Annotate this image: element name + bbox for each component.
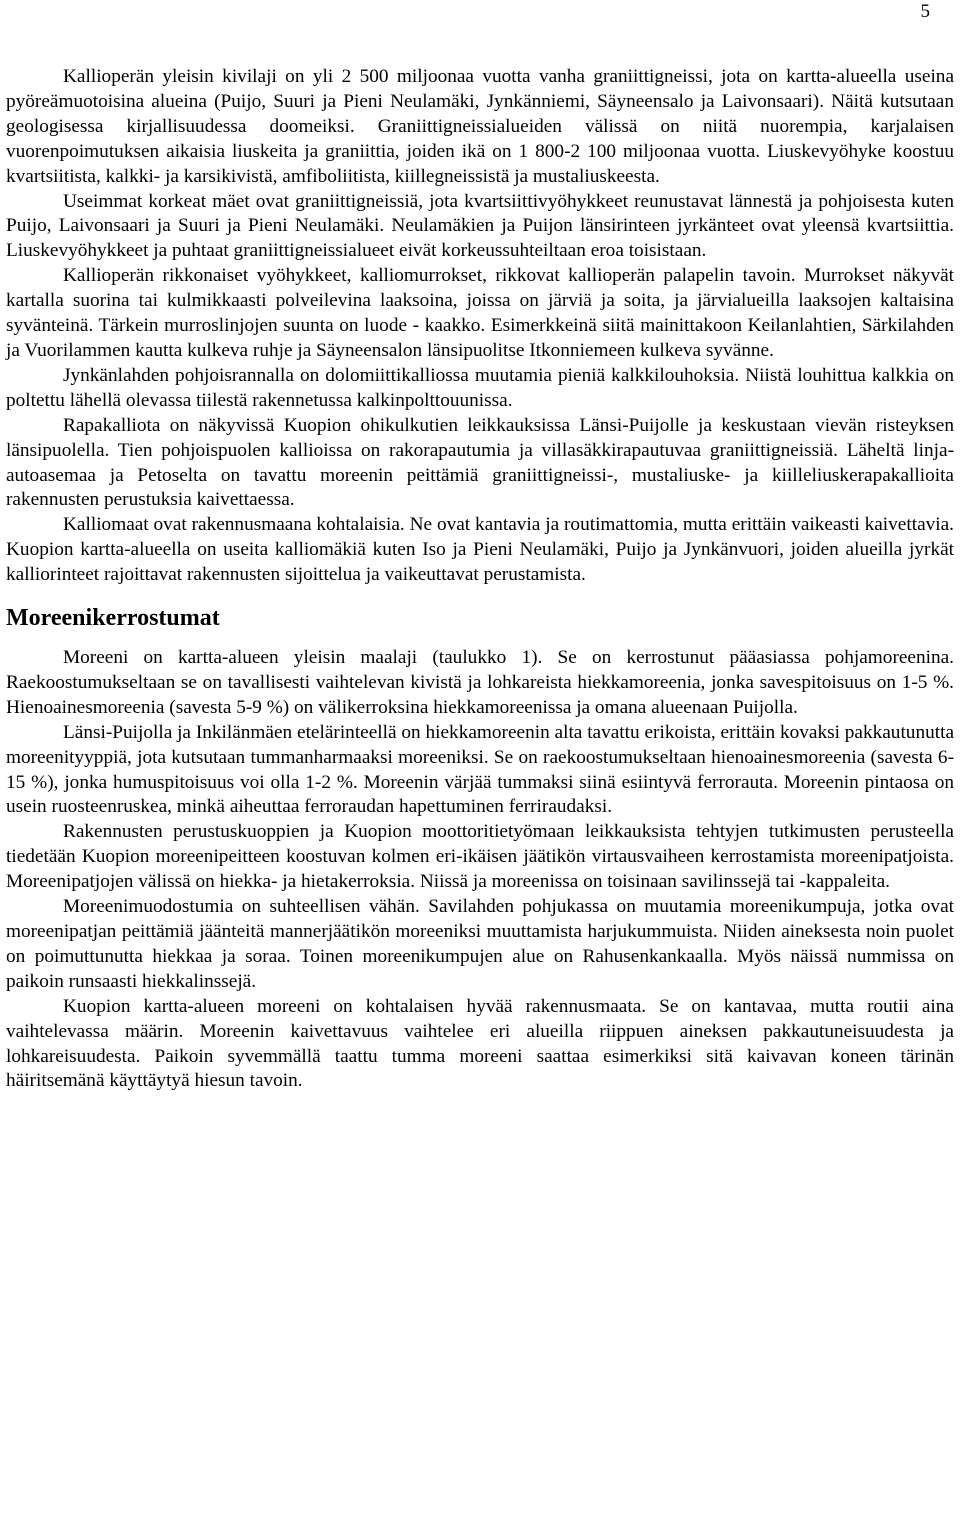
paragraph-bedrock-building-ground: Kalliomaat ovat rakennusmaana kohtalaisia. Ne ovat kantavia ja routimattomia, mutta erittäin vaikeasti kaivettavia. Kuopion kartta-alueella on useita kalliomäkiä kuten Iso ja Pieni Neulamäki, Puijo ja Jynkänvuori, joiden alueilla jyrkät kalliorinteet rajoittavat rakennusten sijoittelua ja vaikeuttavat perustamista. — [6, 514, 954, 586]
paragraph-moraine-formations: Moreenimuodostumia on suhteellisen vähän. Savilahden pohjukassa on muutamia moreenikumpuja, jotka ovat moreenipatjan peittämiä jäänteitä mannerjäätikön moreeniksi muuttamista harjukummuista. Niiden aineksesta noin puolet on poimuttunutta hiekkaa ja soraa. Toinen moreenikumpujen alue on Rahusenkankaalla. Myös näissä nummissa on paikoin runsaasti hiekkalinssejä. — [6, 896, 954, 992]
page-number: 5 — [920, 1, 930, 22]
paragraph-dark-grey-moraine: Länsi-Puijolla ja Inkilänmäen etelärinteellä on hiekkamoreenin alta tavattu erikoista, erittäin kovaksi pakkautunutta moreenityyppiä, jota kutsutaan tummanharmaaksi moreeniksi. Se on raekoostumukseltaan hienoainesmoreenia (savesta 6-15 %), jonka humuspitoisuus voi olla 1-2 %. Moreenin värjää tummaksi siinä esiintyvä ferrorauta. Moreenin pintaosa on usein ruosteenruskea, minkä aiheuttaa ferroraudan hapettuminen ferriraudaksi. — [6, 721, 954, 818]
paragraph-moraine-layers: Rakennusten perustuskuoppien ja Kuopion moottoritietyömaan leikkauksista tehtyjen tutkimusten perusteella tiedetään Kuopion moreenipeitteen koostuvan kolmen eri-ikäisen jäätikön virtausvaiheen kerrostamista moreenipatjoista. Moreenipatjojen välissä on hiekka- ja hietakerroksia. Niissä ja moreenissa on toisinaan savilinssejä tai -kappaleita. — [6, 821, 954, 893]
section-heading-moraine: Moreenikerrostumat — [6, 605, 220, 632]
paragraph-high-hills: Useimmat korkeat mäet ovat graniittigneissiä, jota kvartsiittivyöhykkeet reunustavat lännestä ja pohjoisesta kuten Puijo, Laivonsaari ja Suuri ja Pieni Neulamäki. Neulamäkien ja Puijon länsirinteen jyrkänteet ovat yleensä kvartsiittia. Liuskevyöhykkeet ja puhtaat graniittigneissialueet eivät korkeussuhteiltaan eroa toisistaan. — [6, 190, 954, 262]
paragraph-moraine-building-ground: Kuopion kartta-alueen moreeni on kohtalaisen hyvää rakennusmaata. Se on kantavaa, mutta routii aina vaihtelevassa määrin. Moreenin kaivettavuus vaihtelee eri alueilla riippuen aineksen pakkautuneisuudesta ja lohkareisuudesta. Paikoin syvemmällä taattu tumma moreeni saattaa esimerkiksi sitä kaivavan koneen tärinän häiritsemänä käyttäytyä hiesun tavoin. — [6, 995, 954, 1092]
paragraph-limestone-quarries: Jynkänlahden pohjoisrannalla on dolomiittikalliossa muutamia pieniä kalkkilouhoksia. Niistä louhittua kalkkia on poltettu lähellä olevassa tiilestä rakennetussa kalkinpolttouunissa. — [6, 364, 954, 411]
paragraph-weathered-bedrock: Rapakalliota on näkyvissä Kuopion ohikulkutien leikkauksissa Länsi-Puijolle ja keskustaan vievän risteyksen länsipuolella. Tien pohjoispuolen kallioissa on rakorapautumia ja villasäkkirapautuvaa graniittigneissiä. Läheltä linja-autoasemaa ja Petoselta on tavattu moreenin peittämiä graniittigneissi-, mustaliuske- ja kiilleliuskerapakallioita rakennusten perustuksia kaivettaessa. — [6, 414, 954, 511]
paragraph-moraine-common: Moreeni on kartta-alueen yleisin maalaji (taulukko 1). Se on kerrostunut pääasiassa pohjamoreenina. Raekoostumukseltaan se on tavallisesti vaihtelevan kivistä ja lohkareista hiekkamoreenia, jonka savespitoisuus on 1-5 %. Hienoainesmoreenia (savesta 5-9 %) on välikerroksina hiekkamoreenissa ja omana alueenaan Puijolla. — [6, 647, 954, 718]
document-body — [6, 65, 954, 1094]
paragraph-fracture-zones: Kallioperän rikkonaiset vyöhykkeet, kalliomurrokset, rikkovat kallioperän palapelin tavoin. Murrokset näkyvät kartalla suorina tai kulmikkaasti polveilevina laaksoina, joissa on järviä ja soita, ja järvialueilla laaksojen kaltaisina syvänteinä. Tärkein murroslinjojen suunta on luode - kaakko. Esimerkkeinä siitä mainittakoon Keilanlahtien, Särkilahden ja Vuorilammen kautta kulkeva ruhje ja Säyneensalon länsipuolitse Itkonniemeen kulkeva syvänne. — [6, 265, 954, 361]
paragraph-bedrock-rock-types: Kallioperän yleisin kivilaji on yli 2 500 miljoonaa vuotta vanha graniittigneissi, jota on kartta-alueella useina pyöreämuotoisina alueina (Puijo, Suuri ja Pieni Neulamäki, Jynkänniemi, Säyneensalo ja Laivonsaari). Näitä kutsutaan geologisessa kirjallisuudessa doomeiksi. Graniittigneissialueiden välissä on niitä nuorempia, karjalaisen vuorenpoimutuksen aikaisia liuskeita ja graniittia, joiden ikä on 1 800-2 100 miljoonaa vuotta. Liuskevyöhyke koostuu kvartsiitista, kalkki- ja karsikivistä, amfiboliitista, kiillegneissistä ja mustaliuskeesta. — [6, 66, 954, 187]
